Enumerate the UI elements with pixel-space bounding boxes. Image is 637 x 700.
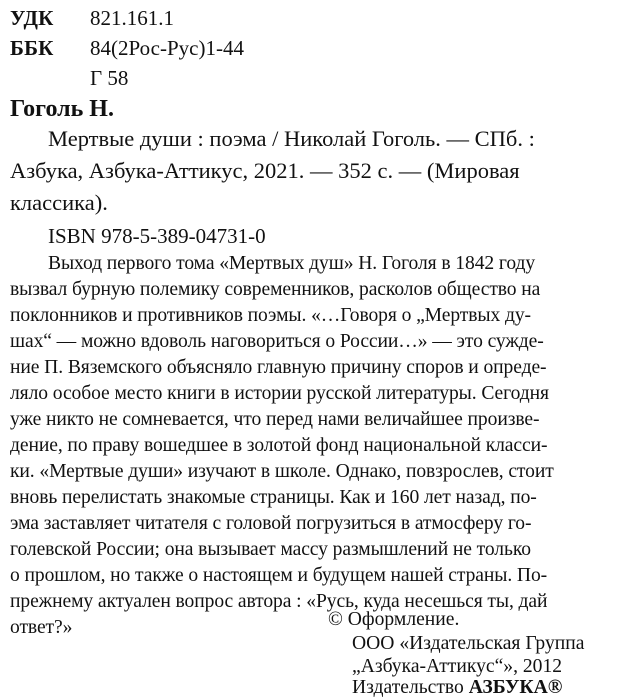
author-mark: Г 58 bbox=[90, 66, 129, 90]
abstract-line: уже никто не сомневается, что перед нами величайшее произве- bbox=[10, 409, 540, 430]
copyright-imprint-prefix: Издательство bbox=[352, 677, 469, 698]
abstract-line: ние П. Вяземского объясняло главную причину споров и опреде- bbox=[10, 357, 547, 378]
publisher-logo-text: АЗБУКА® bbox=[468, 677, 563, 698]
abstract-line: дение, по праву вошедшее в золотой фонд национальной класси- bbox=[10, 435, 548, 456]
copyright-publisher-group: ООО «Издательская Группа bbox=[352, 633, 585, 654]
bibliographic-record-line: Азбука, Азбука-Аттикус, 2021. — 352 с. — (Мировая bbox=[10, 158, 520, 183]
abstract-line: ляло особое место книги в истории русской литературы. Сегодня bbox=[10, 383, 549, 404]
isbn: ISBN 978-5-389-04731-0 bbox=[48, 224, 266, 248]
bibliographic-record-line: классика). bbox=[10, 190, 108, 215]
udk-value: 821.161.1 bbox=[90, 6, 174, 30]
bbk-value: 84(2Рос-Рус)1-44 bbox=[90, 36, 244, 60]
author-heading: Гоголь Н. bbox=[10, 96, 114, 122]
copyright-design: © Оформление. bbox=[328, 609, 460, 630]
bibliographic-record-line: Мертвые души : поэма / Николай Гоголь. — СПб. : bbox=[48, 126, 535, 151]
bbk-line bbox=[10, 36, 54, 61]
abstract-line: о прошлом, но также о настоящем и будущем нашей страны. По- bbox=[10, 565, 548, 586]
abstract-line: эма заставляет читателя с головой погрузиться в атмосферу го- bbox=[10, 513, 532, 534]
abstract-line: шах“ — можно вдоволь наговориться о России…» — это сужде- bbox=[10, 331, 544, 352]
udk-label: УДК bbox=[10, 6, 54, 30]
abstract-line: прежнему актуален вопрос автора : «Русь, куда несешься ты, дай bbox=[10, 591, 548, 612]
abstract-line: поклонников и противников поэмы. «…Говоря о „Мертвых ду- bbox=[10, 305, 531, 326]
bbk-label: ББК bbox=[10, 36, 54, 60]
abstract-line: вызвал бурную полемику современников, расколов общество на bbox=[10, 279, 541, 300]
abstract-line: Выход первого тома «Мертвых душ» Н. Гоголя в 1842 году bbox=[48, 253, 536, 274]
abstract-line: голевской России; она вызывает массу размышлений не только bbox=[10, 539, 531, 560]
abstract-line: ки. «Мертвые души» изучают в школе. Однако, повзрослев, стоит bbox=[10, 461, 554, 482]
copyright-publisher-name: „Азбука-Аттикус“», 2012 bbox=[352, 656, 563, 677]
abstract-line: вновь перелистать знакомые страницы. Как и 160 лет назад, по- bbox=[10, 487, 537, 508]
copyright-imprint bbox=[352, 677, 562, 699]
udk-line bbox=[10, 6, 54, 31]
abstract-line: ответ?» bbox=[10, 617, 73, 638]
